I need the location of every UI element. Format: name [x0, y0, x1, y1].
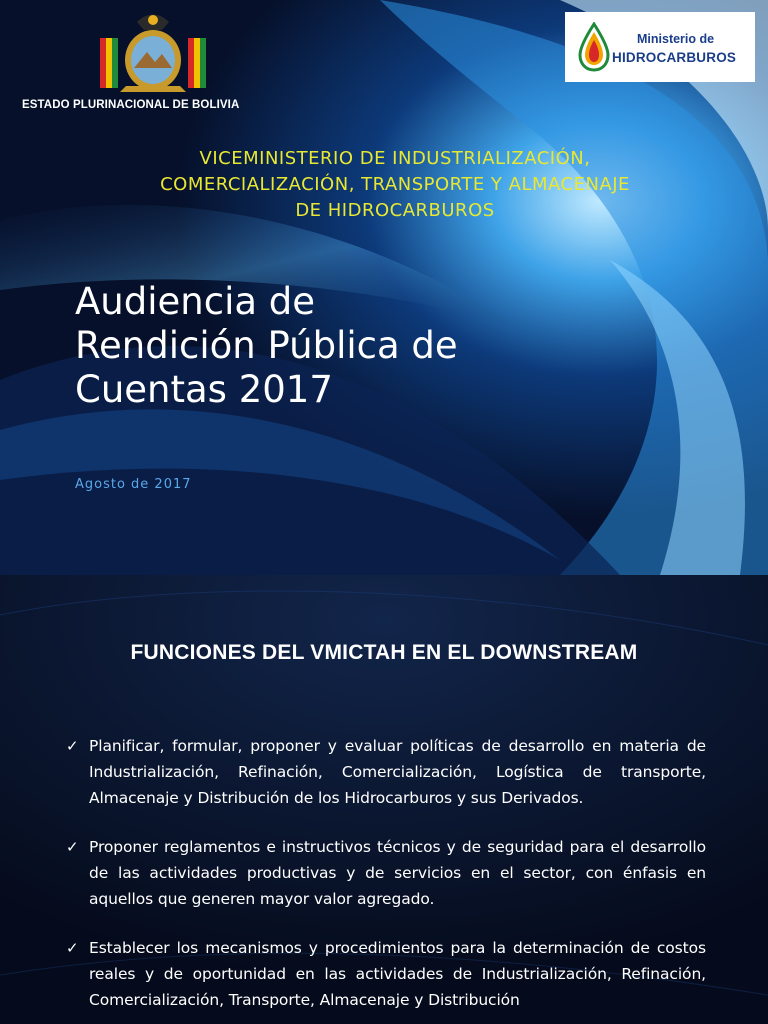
viceministry-line: COMERCIALIZACIÓN, TRANSPORTE Y ALMACENAJE	[160, 174, 630, 195]
viceministry-line: VICEMINISTERIO DE INDUSTRIALIZACIÓN,	[199, 148, 591, 169]
ministry-logo-line2: HIDROCARBUROS	[612, 50, 737, 65]
list-item	[66, 834, 706, 912]
slide-date: Agosto de 2017	[75, 477, 192, 492]
bolivia-coat-of-arms-icon	[92, 8, 214, 96]
functions-title: FUNCIONES DEL VMICTAH EN EL DOWNSTREAM	[130, 641, 638, 664]
viceministry-line: DE HIDROCARBUROS	[295, 200, 495, 221]
slide-title-line: Cuentas 2017	[75, 368, 333, 411]
functions-list	[66, 733, 706, 1024]
list-item-text: Proponer reglamentos e instructivos técnicos y de seguridad para el desarrollo de las actividades productivas y de servicios en el sector, con énfasis en aquellos que generen mayor valor agregado.	[89, 838, 706, 908]
content-slide	[0, 575, 768, 1024]
slide-title-line: Rendición Pública de	[75, 324, 458, 367]
viceministry-heading	[60, 146, 730, 224]
hydrocarbon-drop-icon	[577, 22, 611, 72]
ministry-logo-line1: Ministerio de	[637, 32, 715, 46]
list-item	[66, 733, 706, 811]
slide-title-line: Audiencia de	[75, 280, 316, 323]
check-icon: ✓	[66, 838, 79, 856]
ministry-logo	[565, 12, 755, 82]
check-icon: ✓	[66, 939, 79, 957]
list-item-text: Planificar, formular, proponer y evaluar políticas de desarrollo en materia de Industrialización, Refinación, Comercialización, Logística de transporte, Almacenaje y Distribución de los Hidrocarburos y sus Derivados.	[89, 737, 706, 807]
state-label: ESTADO PLURINACIONAL DE BOLIVIA	[22, 99, 240, 111]
list-item-text: Establecer los mecanismos y procedimientos para la determinación de costos reales y de oportunidad en las actividades de Industrialización, Refinación, Comercialización, Transporte, Almacenaje y Distribución	[89, 939, 706, 1009]
check-icon: ✓	[66, 737, 79, 755]
slide-title	[75, 280, 675, 412]
list-item	[66, 935, 706, 1013]
